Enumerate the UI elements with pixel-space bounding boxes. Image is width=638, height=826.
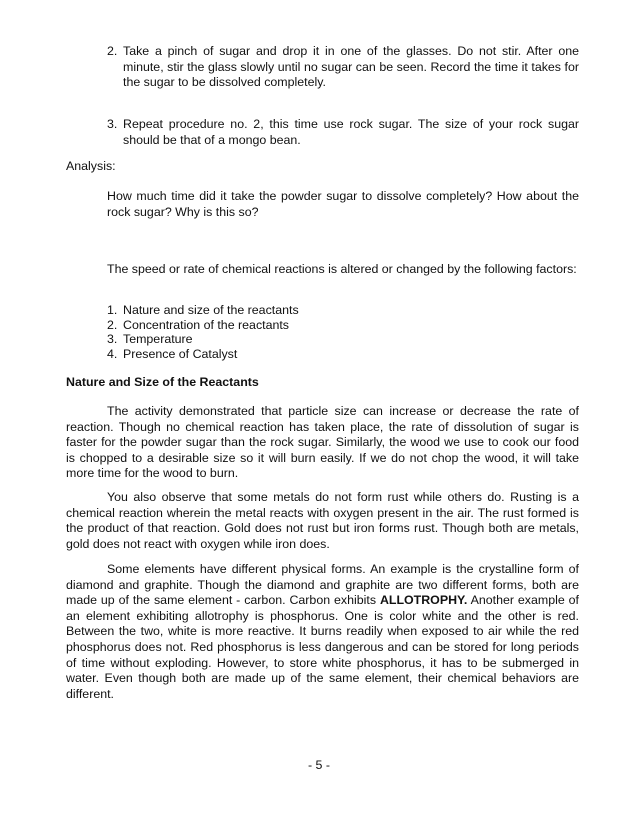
- factor-number: 3.: [107, 332, 118, 346]
- factor-text: Temperature: [123, 332, 193, 346]
- allotrophy-term: ALLOTROPHY.: [379, 593, 468, 608]
- factor-item: [107, 347, 579, 363]
- factor-item: [107, 303, 579, 319]
- factor-text: Concentration of the reactants: [123, 318, 289, 332]
- factor-number: 1.: [107, 303, 118, 317]
- factor-number: 4.: [107, 347, 118, 361]
- factor-number: 2.: [107, 318, 118, 332]
- page-number: - 5 -: [307, 758, 331, 772]
- factor-text: Nature and size of the reactants: [123, 303, 299, 317]
- procedure-number: 3.: [107, 117, 118, 131]
- factor-item: [107, 332, 579, 348]
- analysis-label: Analysis:: [66, 159, 116, 173]
- allotrophy-text-before: Some elements have different physical forms. An example is the crystalline form of diamond and graphite. Though the diamond and graphite are two different forms, both are made up of the same element - carbon. Carbon exhibits: [66, 562, 579, 608]
- analysis-question: How much time did it take the powder sugar to dissolve completely? How about the rock sugar? Why is this so?: [107, 189, 579, 219]
- procedure-text: Take a pinch of sugar and drop it in one of the glasses. Do not stir. After one minute, stir the glass slowly until no sugar can be seen. Record the time it takes for the sugar to be dissolved completely.: [123, 44, 579, 90]
- procedure-item-2: [107, 44, 579, 91]
- factor-text: Presence of Catalyst: [123, 347, 238, 361]
- intro-paragraph: The speed or rate of chemical reactions is altered or changed by the following factors:: [107, 262, 577, 276]
- paragraph-allotrophy: [66, 562, 579, 702]
- procedure-text: Repeat procedure no. 2, this time use rock sugar. The size of your rock sugar should be that of a mongo bean.: [123, 117, 579, 147]
- section-heading: Nature and Size of the Reactants: [66, 375, 259, 389]
- procedure-number: 2.: [107, 44, 118, 58]
- allotrophy-text-after: Another example of an element exhibiting allotrophy is phosphorus. One is color white and the other is red. Between the two, white is more reactive. It burns readily when exposed to air while the red phosphorus does not. Red phosphorus is less dangerous and can be stored for long periods of time without exploding. However, to store white phosphorus, it has to be submerged in water. Even though both are made up of the same element, their chemical behaviors are different.: [66, 593, 579, 701]
- procedure-item-3: [107, 117, 579, 148]
- paragraph-particle-size: The activity demonstrated that particle size can increase or decrease the rate of reaction. Though no chemical reaction has taken place, the rate of dissolution of sugar is faster for the powder sugar than the rock sugar. Similarly, the wood we use to cook our food is chopped to a desirable size so it will burn easily. If we do not chop the wood, it will take more time for the wood to burn.: [66, 404, 579, 481]
- paragraph-rusting: You also observe that some metals do not form rust while others do. Rusting is a chemical reaction wherein the metal reacts with oxygen present in the air. The rust formed is the product of that reaction. Gold does not rust but iron forms rust. Though both are metals, gold does not react with oxygen while iron does.: [66, 490, 579, 551]
